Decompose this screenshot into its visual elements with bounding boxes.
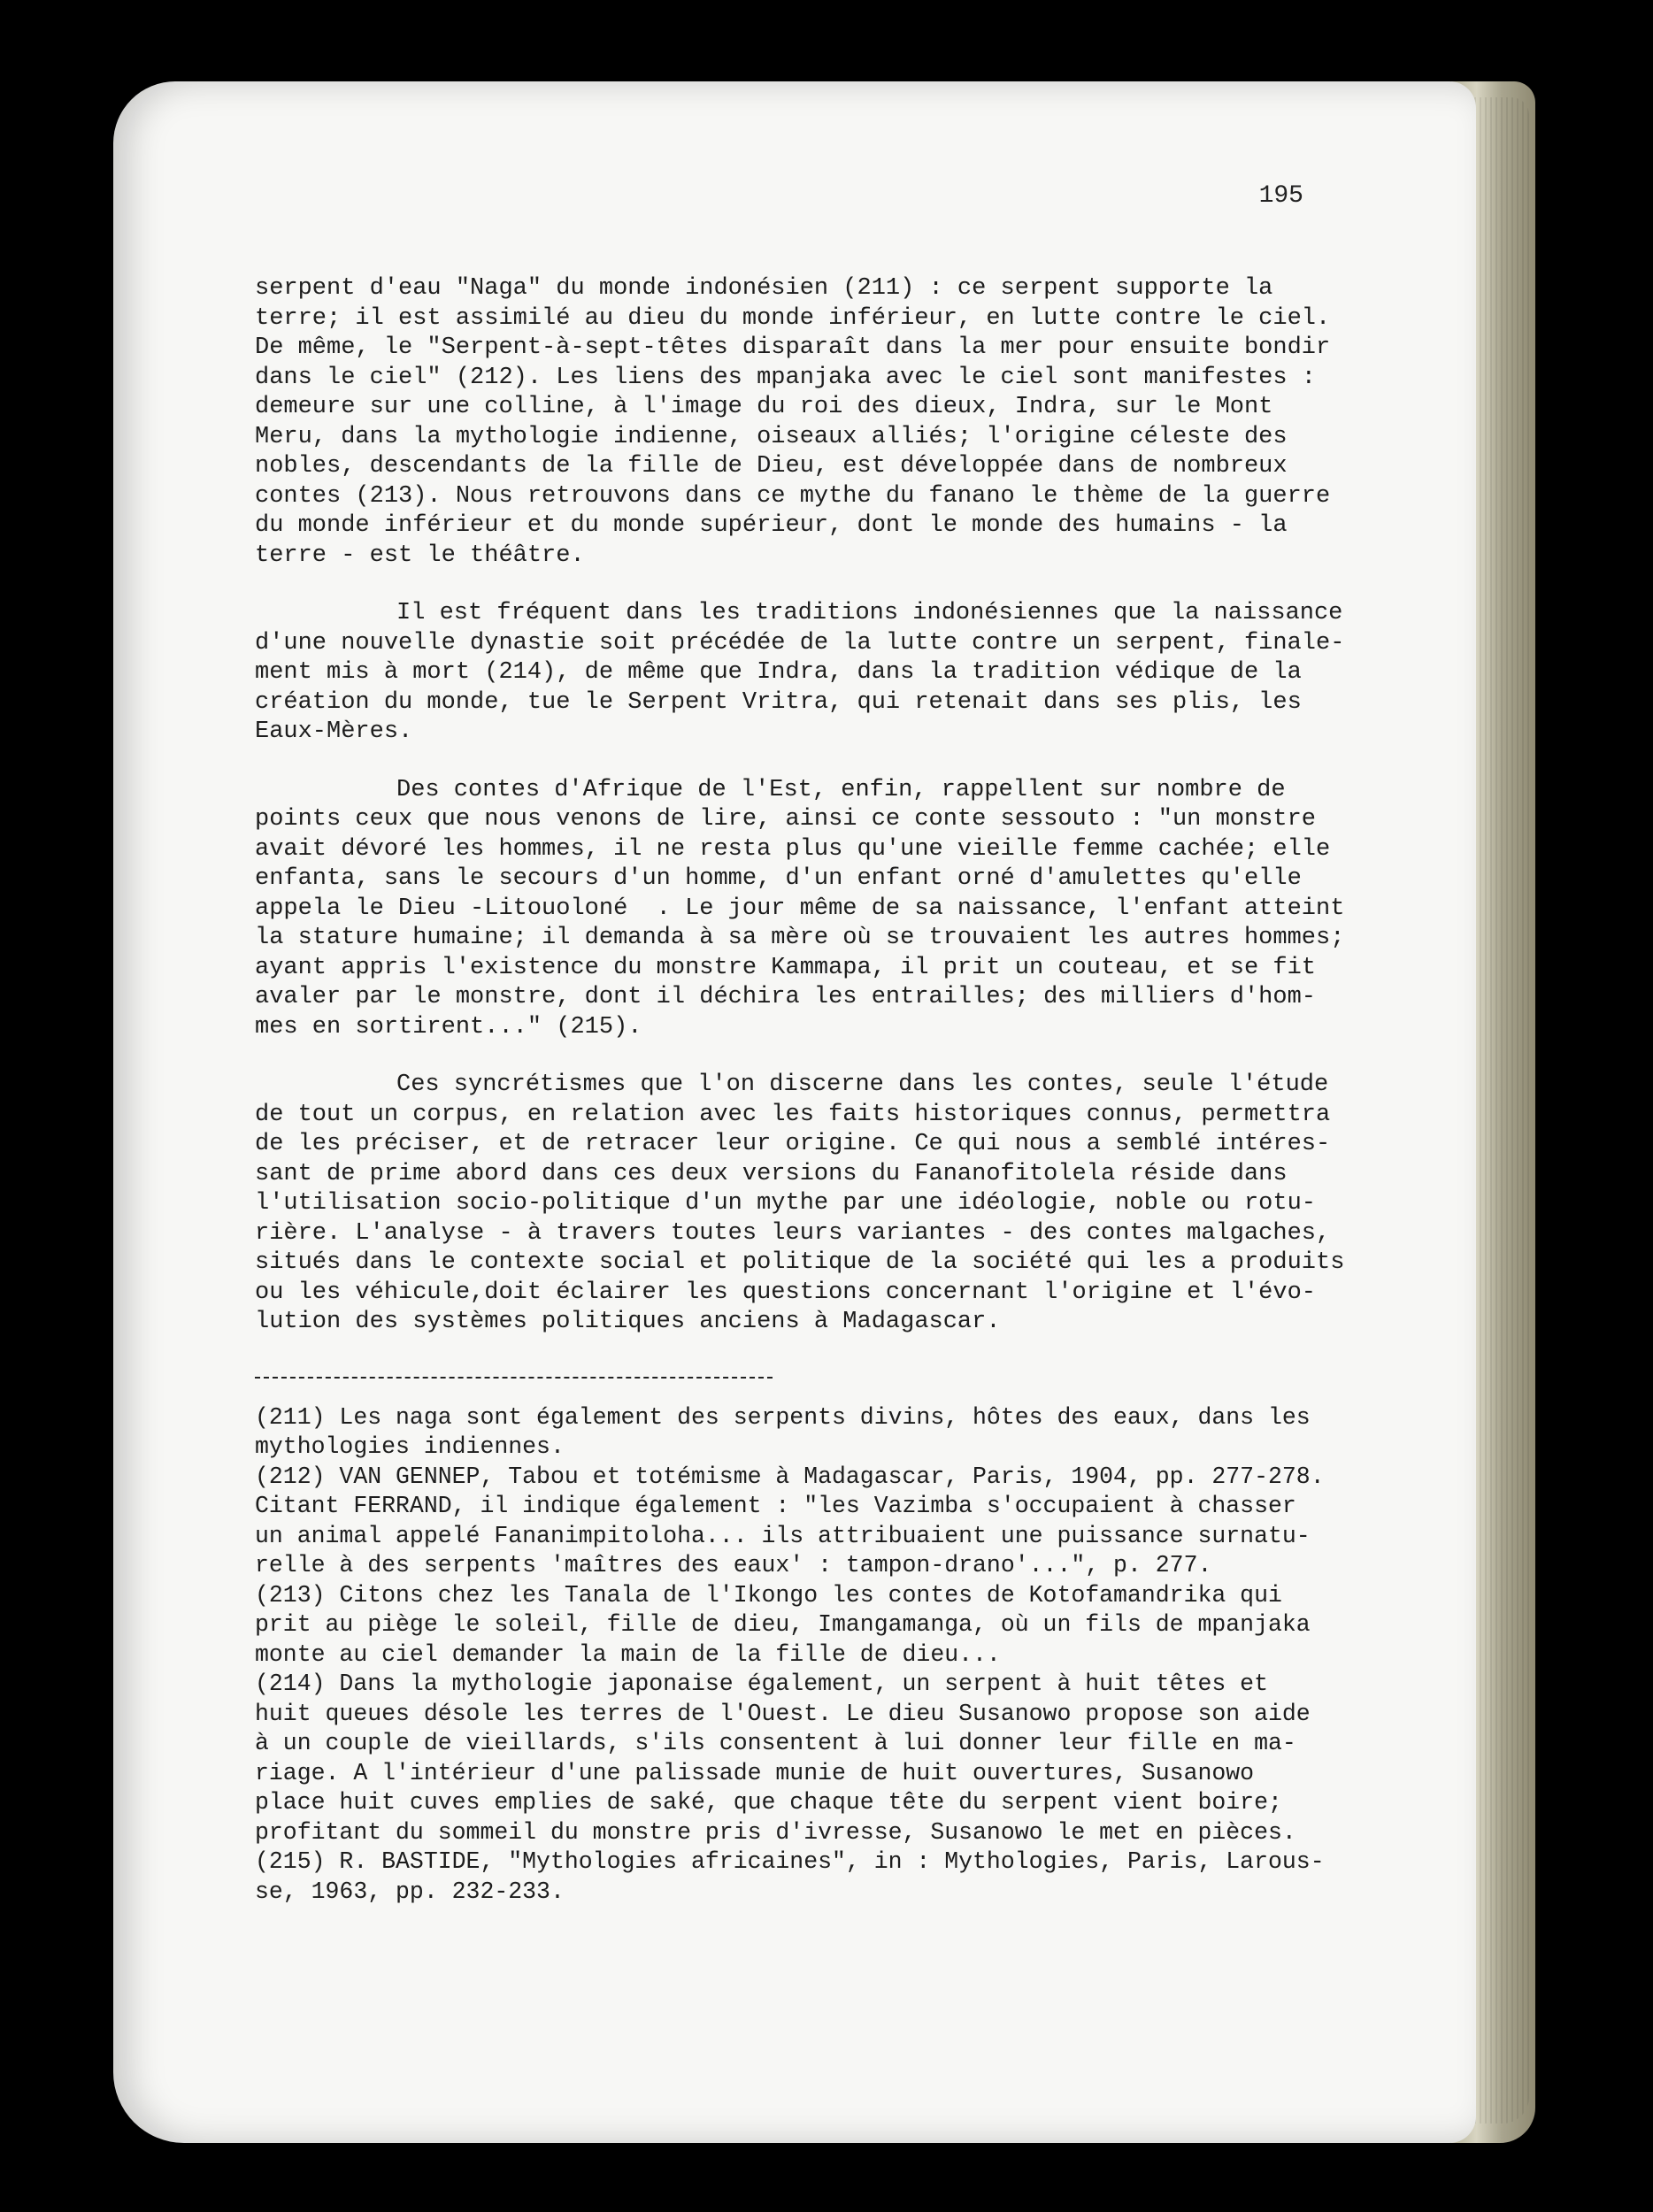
text-line: mes en sortirent..." (215). bbox=[255, 1013, 642, 1041]
footnote-line: place huit cuves emplies de saké, que chaque tête du serpent vient boire; bbox=[255, 1789, 1282, 1816]
book-page bbox=[113, 81, 1476, 2143]
page-number: 195 bbox=[1258, 182, 1303, 210]
footnotes bbox=[255, 1403, 1343, 1908]
paragraph bbox=[255, 776, 1343, 1043]
footnote-line: profitant du sommeil du monstre pris d'ivresse, Susanowo le met en pièces. bbox=[255, 1818, 1296, 1846]
text-line: terre - est le théâtre. bbox=[255, 541, 585, 569]
text-line: avait dévoré les hommes, il ne resta plus qu'une vieille femme cachée; elle bbox=[255, 835, 1331, 863]
footnote-line: (211) Les naga sont également des serpents divins, hôtes des eaux, dans les bbox=[255, 1403, 1311, 1431]
footnote-line: un animal appelé Fananimpitoloha... ils attribuaient une puissance surnatu- bbox=[255, 1522, 1311, 1549]
paragraph-gap bbox=[255, 571, 1343, 599]
text-line: Des contes d'Afrique de l'Est, enfin, rappellent sur nombre de bbox=[396, 776, 1286, 803]
paragraph-gap bbox=[255, 748, 1343, 776]
text-line: ment mis à mort (214), de même que Indra, dans la tradition védique de la bbox=[255, 659, 1302, 686]
main-text bbox=[255, 274, 1343, 1907]
text-line: Meru, dans la mythologie indienne, oiseaux alliés; l'origine céleste des bbox=[255, 423, 1288, 450]
footnote-line: se, 1963, pp. 232-233. bbox=[255, 1878, 565, 1905]
footnote-separator bbox=[255, 1377, 773, 1379]
paragraph bbox=[255, 274, 1343, 571]
text-line: de tout un corpus, en relation avec les faits historiques connus, permettra bbox=[255, 1101, 1331, 1128]
text-line: lution des systèmes politiques anciens à Madagascar. bbox=[255, 1309, 1001, 1335]
body-paragraphs bbox=[255, 274, 1343, 1338]
paragraph-gap bbox=[255, 1042, 1343, 1071]
footnote-line: monte au ciel demander la main de la fille de dieu... bbox=[255, 1640, 1001, 1668]
footnote-line: mythologies indiennes. bbox=[255, 1433, 565, 1460]
paragraph bbox=[255, 599, 1343, 748]
text-line: De même, le "Serpent-à-sept-têtes disparaît dans la mer pour ensuite bondir bbox=[255, 334, 1331, 361]
text-line: la stature humaine; il demanda à sa mère où se trouvaient les autres hommes; bbox=[255, 925, 1345, 951]
text-line: d'une nouvelle dynastie soit précédée de la lutte contre un serpent, finale- bbox=[255, 629, 1345, 657]
footnote-line: (215) R. BASTIDE, "Mythologies africaines", in : Mythologies, Paris, Larous- bbox=[255, 1848, 1325, 1875]
text-line: points ceux que nous venons de lire, ainsi ce conte sessouto : "un monstre bbox=[255, 806, 1316, 833]
text-line: contes (213). Nous retrouvons dans ce mythe du fanano le thème de la guerre bbox=[255, 482, 1331, 510]
text-line: Eaux-Mères. bbox=[255, 718, 413, 745]
text-line: ou les véhicule,doit éclairer les questions concernant l'origine et l'évo- bbox=[255, 1279, 1316, 1306]
text-line: serpent d'eau "Naga" du monde indonésien (211) : ce serpent supporte la bbox=[255, 275, 1273, 302]
footnote-line: (212) VAN GENNEP, Tabou et totémisme à Madagascar, Paris, 1904, pp. 277-278. bbox=[255, 1463, 1325, 1490]
text-line: création du monde, tue le Serpent Vritra, qui retenait dans ses plis, les bbox=[255, 688, 1302, 716]
text-line: situés dans le contexte social et politique de la société qui les a produits bbox=[255, 1249, 1345, 1276]
footnote-line: (214) Dans la mythologie japonaise également, un serpent à huit têtes et bbox=[255, 1671, 1268, 1697]
text-line: dans le ciel" (212). Les liens des mpanjaka avec le ciel sont manifestes : bbox=[255, 364, 1316, 391]
text-line: Ces syncrétismes que l'on discerne dans les contes, seule l'étude bbox=[396, 1071, 1329, 1098]
text-line: rière. L'analyse - à travers toutes leurs variantes - des contes malgaches, bbox=[255, 1219, 1331, 1247]
footnote-line: huit queues désole les terres de l'Ouest. Le dieu Susanowo propose son aide bbox=[255, 1700, 1311, 1727]
text-line: l'utilisation socio-politique d'un mythe par une idéologie, noble ou rotu- bbox=[255, 1190, 1316, 1217]
text-line: nobles, descendants de la fille de Dieu, est développée dans de nombreux bbox=[255, 453, 1288, 480]
text-line: Il est fréquent dans les traditions indonésiennes que la naissance bbox=[396, 600, 1343, 626]
text-line: enfanta, sans le secours d'un homme, d'un enfant orné d'amulettes qu'elle bbox=[255, 865, 1302, 892]
footnote-line: Citant FERRAND, il indique également : "les Vazimba s'occupaient à chasser bbox=[255, 1493, 1296, 1519]
text-line: sant de prime abord dans ces deux versions du Fananofitolela réside dans bbox=[255, 1160, 1288, 1187]
text-line: demeure sur une colline, à l'image du roi des dieux, Indra, sur le Mont bbox=[255, 394, 1273, 420]
text-line: de les préciser, et de retracer leur origine. Ce qui nous a semblé intéres- bbox=[255, 1131, 1331, 1157]
footnote-line: prit au piège le soleil, fille de dieu, Imangamanga, où un fils de mpanjaka bbox=[255, 1611, 1311, 1638]
paragraph bbox=[255, 1071, 1343, 1338]
text-line: avaler par le monstre, dont il déchira les entrailles; des milliers d'hom- bbox=[255, 984, 1316, 1010]
footnote-line: (213) Citons chez les Tanala de l'Ikongo les contes de Kotofamandrika qui bbox=[255, 1581, 1282, 1609]
text-line: ayant appris l'existence du monstre Kammapa, il prit un couteau, et se fit bbox=[255, 954, 1316, 981]
text-line: terre; il est assimilé au dieu du monde inférieur, en lutte contre le ciel. bbox=[255, 304, 1331, 332]
footnote-line: relle à des serpents 'maîtres des eaux' : tampon-drano'...", p. 277. bbox=[255, 1552, 1212, 1578]
text-line: appela le Dieu -Litouoloné . Le jour même de sa naissance, l'enfant atteint bbox=[255, 895, 1345, 922]
text-line: du monde inférieur et du monde supérieur, dont le monde des humains - la bbox=[255, 512, 1288, 539]
footnote-line: riage. A l'intérieur d'une palissade munie de huit ouvertures, Susanowo bbox=[255, 1759, 1255, 1786]
footnote-line: à un couple de vieillards, s'ils consentent à lui donner leur fille en ma- bbox=[255, 1730, 1296, 1756]
